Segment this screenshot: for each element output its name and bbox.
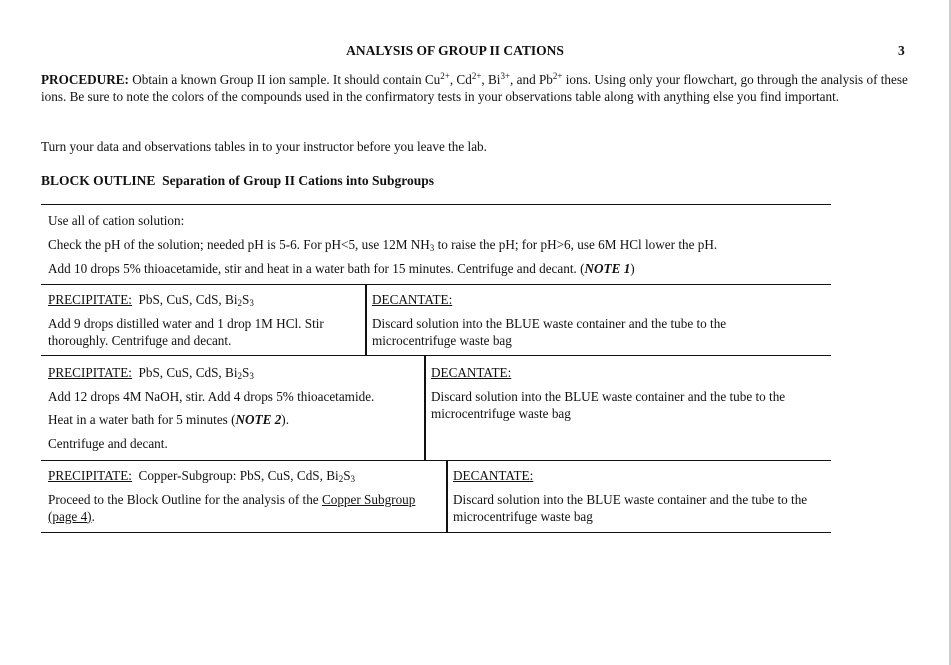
step3-decantate-text: Discard solution into the BLUE waste container and the tube to the microcentrifuge waste bag <box>431 389 786 421</box>
step2-precipitate-label: PRECIPITATE: PbS, CuS, CdS, $Bi_2S_3$ <box>48 292 254 308</box>
step1-line3: Add 10 drops 5% thioacetamide, stir and heat in a water bath for 15 minutes. Centrifuge and decant. (NOTE 1) <box>48 261 635 276</box>
block-outline-heading: BLOCK OUTLINE Separation of Group II Cations into Subgroups <box>41 173 434 188</box>
column-divider-3 <box>446 461 448 532</box>
column-divider-2 <box>424 356 426 460</box>
row-rule-2 <box>41 355 831 356</box>
step2-decantate-label: DECANTATE: <box>372 292 453 307</box>
step2-decantate-text: Discard solution into the BLUE waste container and the tube to the microcentrifuge waste bag <box>372 316 727 348</box>
procedure-paragraph: PROCEDURE: Obtain a known Group II ion sample. It should contain $Cu^{2+}$, $Cd^{2+}$, $Bi^{3+}$, and $Pb^{2+}$ ions. Using only your flowchart, go through the analysis of these ions. Be sure to note the colors of the compounds used in the confirmatory tests in your observations table along with anything else you find important. <box>41 71 908 104</box>
step3-line2: Heat in a water bath for 5 minutes (NOTE 2). <box>48 412 289 427</box>
column-divider-1 <box>365 285 367 355</box>
step1-line1: Use all of cation solution: <box>48 213 185 228</box>
step3-line3: Centrifuge and decant. <box>48 436 168 451</box>
page-number: 3 <box>898 43 905 58</box>
page-title: ANALYSIS OF GROUP II CATIONS <box>346 43 564 58</box>
row-rule-1 <box>41 284 831 285</box>
procedure-label: PROCEDURE: <box>41 72 129 87</box>
copper-subgroup-link[interactable]: Copper Subgroup (page 4) <box>48 492 416 524</box>
step4-decantate-label: DECANTATE: <box>453 468 534 483</box>
step2-precipitate-text: Add 9 drops distilled water and 1 drop 1M HCl. Stir thoroughly. Centrifuge and decant. <box>48 316 324 348</box>
step4-precipitate-label: PRECIPITATE: Copper-Subgroup: PbS, CuS, CdS, $Bi_2S_3$ <box>48 468 356 484</box>
step4-decantate-text: Discard solution into the BLUE waste container and the tube to the microcentrifuge waste bag <box>453 492 808 524</box>
table-top-rule <box>41 204 831 205</box>
table-bottom-rule <box>41 532 831 533</box>
step3-precipitate-label: PRECIPITATE: PbS, CuS, CdS, $Bi_2S_3$ <box>48 365 254 381</box>
step3-line1: Add 12 drops 4M NaOH, stir. Add 4 drops 5% thioacetamide. <box>48 389 375 404</box>
turn-in-instruction: Turn your data and observations tables in to your instructor before you leave the lab. <box>41 139 487 154</box>
row-rule-3 <box>41 460 831 461</box>
step1-line2: Check the pH of the solution; needed pH is 5-6. For pH<5, use 12M $NH_3$ to raise the pH; for pH>6, use 6M HCl lower the pH. <box>48 237 718 253</box>
step4-precipitate-text: Proceed to the Block Outline for the analysis of the Copper Subgroup (page 4). <box>48 492 416 524</box>
step3-decantate-label: DECANTATE: <box>431 365 512 380</box>
